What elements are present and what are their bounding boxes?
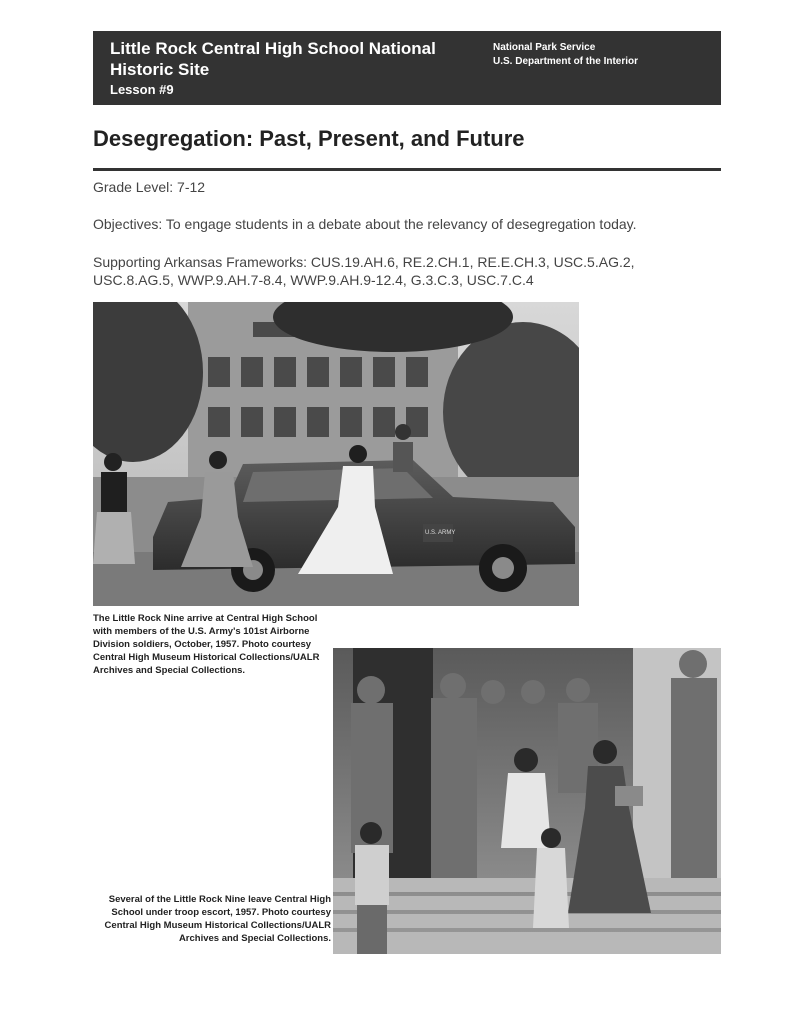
agency-block <box>493 41 638 69</box>
photo-arrival <box>93 302 579 606</box>
lesson-number: Lesson #9 <box>110 82 174 97</box>
photo-escort-image <box>333 648 721 954</box>
department-name: U.S. Department of the Interior <box>493 56 639 67</box>
agency-name: National Park Service <box>493 42 596 53</box>
photo-escort <box>333 648 721 954</box>
title-divider <box>93 168 721 171</box>
grade-level: Grade Level: 7-12 <box>93 179 206 195</box>
site-title: Little Rock Central High School National Historic Site <box>110 39 436 79</box>
photo-escort-caption: Several of the Little Rock Nine leave Central High School under troop escort, 1957. Photo courtesy Central High Museum Historical Collections/UALR Archives and Special Collections. <box>104 894 331 944</box>
frameworks: Supporting Arkansas Frameworks: CUS.19.AH.6, RE.2.CH.1, RE.E.CH.3, USC.5.AG.2, USC.8.AG.5, WWP.9.AH.7-8.4, WWP.9.AH.9-12.4, G.3.C.3, USC.7.C.4 <box>93 254 635 288</box>
car-door-text: U.S. ARMY <box>425 530 456 536</box>
page-title: Desegregation: Past, Present, and Future <box>93 126 525 151</box>
header-banner <box>93 31 721 105</box>
photo-arrival-caption: The Little Rock Nine arrive at Central High School with members of the U.S. Army's 101st Airborne Division soldiers, October, 1957. Photo courtesy Central High Museum Historical Collections/UALR Archives and Special Collections. <box>93 613 320 676</box>
objectives: Objectives: To engage students in a debate about the relevancy of desegregation today. <box>93 216 637 232</box>
photo-arrival-image <box>93 302 579 606</box>
